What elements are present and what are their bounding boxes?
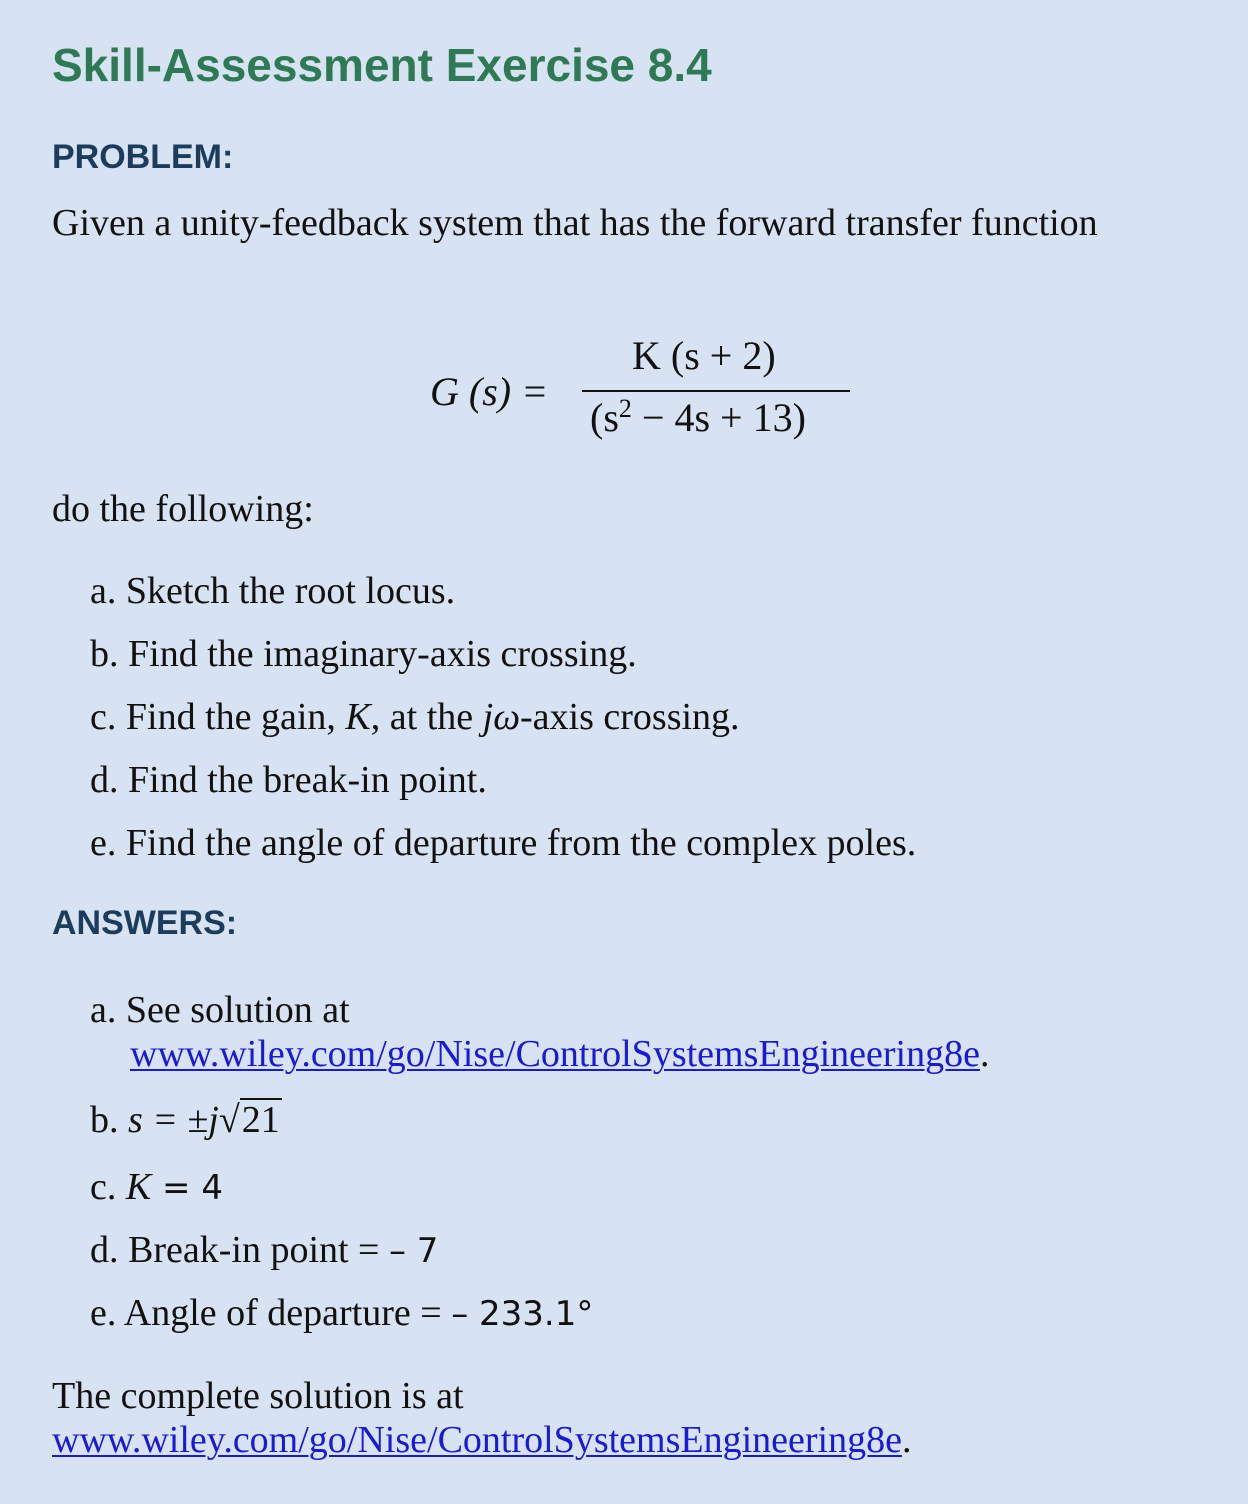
sqrt-symbol: √ xyxy=(218,1099,240,1141)
answers-heading: ANSWERS: xyxy=(52,904,238,942)
item-marker: c. xyxy=(90,1166,117,1208)
footer-trail: . xyxy=(901,1419,912,1461)
equation-denominator xyxy=(590,394,806,441)
item-text: Find the break-in point. xyxy=(128,759,487,801)
answer-b-radicand: 21 xyxy=(241,1099,280,1141)
denominator-exponent: 2 xyxy=(618,394,632,423)
answer-a-text: See solution at xyxy=(125,989,350,1031)
item-text: Find the angle of departure from the complex poles. xyxy=(125,822,917,864)
item-text: Sketch the root locus. xyxy=(125,570,456,612)
equation-lhs: G (s) = xyxy=(430,369,549,414)
answer-c xyxy=(90,1166,223,1210)
denominator-open: (s xyxy=(590,395,619,440)
item-marker: e. xyxy=(90,822,117,864)
footer-note xyxy=(52,1374,911,1462)
footer-text: The complete solution is at xyxy=(52,1375,464,1417)
solution-link-a[interactable]: www.wiley.com/go/Nise/ControlSystemsEngineering8e xyxy=(130,1033,980,1075)
answer-a xyxy=(90,988,989,1076)
item-var-k: K xyxy=(345,696,371,738)
answer-c-var: K xyxy=(125,1166,152,1208)
answer-d xyxy=(90,1229,438,1273)
transfer-function-equation xyxy=(430,330,870,450)
item-text-before: Find the gain, xyxy=(125,696,346,738)
item-marker: b. xyxy=(90,633,119,675)
item-text: Find the imaginary-axis crossing. xyxy=(128,633,637,675)
problem-item-c xyxy=(90,696,740,739)
answer-a-trail: . xyxy=(979,1033,990,1075)
answer-e-text: Angle of departure = xyxy=(123,1292,452,1334)
problem-followup: do the following: xyxy=(52,488,314,530)
answer-b-lhs: s = ±j xyxy=(128,1099,219,1141)
answer-d-text: Break-in point = xyxy=(128,1229,389,1271)
problem-item-d xyxy=(90,759,487,802)
page-title: Skill-Assessment Exercise 8.4 xyxy=(52,39,712,91)
answer-e xyxy=(90,1292,593,1336)
item-marker: d. xyxy=(90,1229,119,1271)
item-marker: c. xyxy=(90,696,117,738)
problem-item-e xyxy=(90,822,916,865)
equation-numerator: K (s + 2) xyxy=(632,333,776,378)
item-var-jw: jω xyxy=(482,696,521,738)
answer-b xyxy=(90,1098,282,1142)
item-text-mid: , at the xyxy=(370,696,483,738)
item-marker: e. xyxy=(90,1292,117,1334)
answer-c-eq: = xyxy=(151,1168,202,1208)
problem-intro: Given a unity-feedback system that has the forward transfer function xyxy=(52,202,1098,244)
fraction-bar xyxy=(582,390,850,392)
problem-item-a xyxy=(90,570,455,613)
item-marker: a. xyxy=(90,989,117,1031)
item-marker: a. xyxy=(90,570,117,612)
answer-e-value: – 233.1° xyxy=(451,1294,594,1334)
problem-item-b xyxy=(90,633,637,676)
answer-d-value: – 7 xyxy=(389,1231,439,1271)
denominator-rest: − 4s + 13) xyxy=(631,395,806,440)
answer-c-value: 4 xyxy=(201,1168,223,1208)
item-text-after: -axis crossing. xyxy=(520,696,740,738)
solution-link-footer[interactable]: www.wiley.com/go/Nise/ControlSystemsEngineering8e xyxy=(52,1419,902,1461)
item-marker: b. xyxy=(90,1099,119,1141)
problem-heading: PROBLEM: xyxy=(52,138,234,176)
item-marker: d. xyxy=(90,759,119,801)
